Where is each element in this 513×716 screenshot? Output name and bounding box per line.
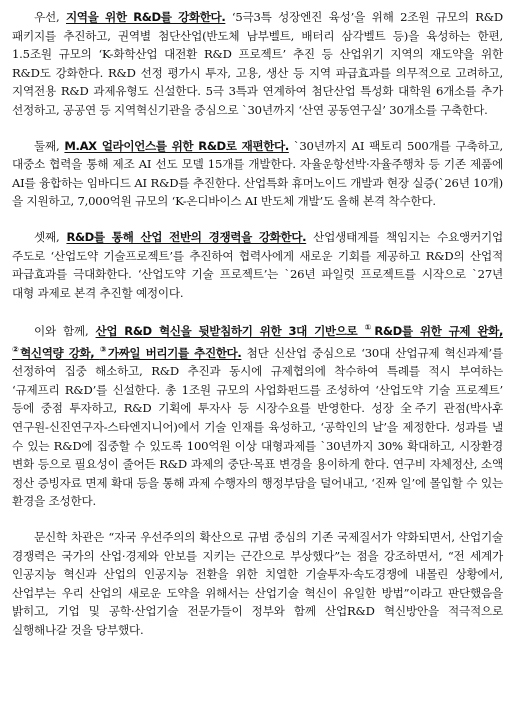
paragraph-lead: 둘째,: [34, 138, 65, 153]
paragraph-lead: 우선,: [34, 10, 66, 24]
paragraph-vice-minister-quote: [12, 528, 503, 640]
paragraph-lead: 셋째,: [34, 229, 67, 244]
circled-number-2: ②: [12, 344, 21, 354]
headline-part: R&D를 위한 규제 완화,: [374, 324, 503, 339]
paragraph-lead: 이와 함께,: [34, 324, 96, 339]
paragraph-body: 첨단 신산업 중심으로 ‘30대 산업규제 혁신과제’를 선정하여 집중 해소하고, R&D 추진과 동시에 규제협의에 착수하여 특례를 적시 부여하는 ‘규제프리 R&D’를 신설한다. 총 1조원 규모의 사업화펀드를 조성하여 ‘산업도약 기술 프로젝트’ 등에 중점 투자하고, R&D 기획에 투자사 등 시장수요를 반영한다. 성장 全주기 관점(박사후 연구원-신진연구자-스타엔지니어)에서 기술 인재를 육성하고, ‘공학인의 날’을 제정한다. 성과를 낼 수 있는 R&D에 집중할 수 있도록 100억원 이상 대형과제를 `30년까지 30% 확대하고, 시장환경 변화 등으로 필요성이 줄어든 R&D 과제의 중단·목표 변경을 용이하게 한다. 연구비 자체정산, 소액 정산 증빙자료 면제 확대 등을 통해 과제 수행자의 행정부담을 덜어내고, ‘진짜 일’에 몰입할 수 있는 환경을 조성한다.: [12, 345, 504, 509]
circled-number-1: ①: [364, 323, 375, 333]
paragraph-headline: R&D를 통해 산업 전반의 경쟁력을 강화한다.: [66, 229, 307, 244]
paragraph-regional-rnd: [12, 8, 503, 120]
paragraph-three-foundations: [12, 319, 503, 511]
paragraph-lead: 문신학 차관은: [34, 529, 109, 544]
headline-part: 혁신역량 강화,: [20, 345, 100, 360]
circled-number-3: ③: [99, 344, 108, 354]
paragraph-body: ‘5극3특 성장엔진 육성’을 위해 2조원 규모의 R&D 패키지를 추진하고, 권역별 첨단산업(반도체 남부벨트, 배터리 삼각벨트 등)을 육성하는 한편, 1.5조원 규모의 ‘K-화학산업 대전환 R&D 프로젝트’ 추진 등 산업위기 지역의 재도약을 위한 R&D도 강화한다. R&D 선정 평가시 투자, 고용, 생산 등 지역 파급효과를 의무적으로 고려하고, 지역전용 R&D 과제유형도 신설한다. 5극 3특과 연계하여 첨단산업 특성화 대학원 6개소를 추가 선정하고, 공공연 등 지역혁신기관을 중심으로 `30년까지 ‘산연 공동연구실’ 30개소를 구축한다.: [12, 10, 503, 117]
paragraph-body: 산업생태계를 책임지는 수요앵커기업 주도로 ‘산업도약 기술프로젝트’를 추진하여 협력사에게 새로운 기회를 제공하고 R&D의 산업적 파급효과를 극대화한다. ‘산업도약 기술 프로젝트’는 `26년 파일럿 프로젝트를 시작으로 `27년 대형 과제로 본격 추진할 예정이다.: [12, 229, 503, 300]
paragraph-industry-competitiveness: [12, 228, 503, 302]
paragraph-headline: M.AX 얼라이언스를 위한 R&D로 재편한다.: [64, 138, 289, 153]
paragraph-body: “자국 우선주의의 확산으로 규범 중심의 기존 국제질서가 약화되면서, 산업기술 경쟁력은 국가의 산업·경제와 안보를 지키는 근간으로 부상했다”는 점을 강조하면서, “전 세계가 인공지능 혁신과 산업의 인공지능 전환을 위한 치열한 기술투자·속도경쟁에 내몰린 상황에서, 산업부는 우리 산업의 새로운 도약을 위해서는 산업기술 혁신이 유일한 방법”이라고 판단했음을 밝히고, 기업 및 공학·산업기술 전문가들이 정부와 함께 산업R&D 혁신방안을 적극적으로 실행해나갈 것을 당부했다.: [12, 529, 503, 637]
paragraph-body: `30년까지 AI 팩토리 500개를 구축하고, 대중소 협력을 통해 제조 AI 선도 모델 15개를 개발한다. 자율운항선박·자율주행차 등 기존 제품에 AI를 융합하는 임바디드 AI R&D를 추진한다. 산업특화 휴머노이드 개발과 현장 실증(`26년 10개)을 지원하고, 7,000억원 규모의 ‘K-온디바이스 AI 반도체 개발’도 올해 본격 착수한다.: [12, 138, 503, 209]
headline-part: 가짜일 버리기를 추진한다.: [107, 345, 242, 360]
paragraph-headline: 지역을 위한 R&D를 강화한다.: [65, 10, 226, 24]
paragraph-max-alliance: [12, 137, 503, 211]
headline-part: 산업 R&D 혁신을 뒷받침하기 위한 3대 기반으로: [95, 324, 365, 339]
